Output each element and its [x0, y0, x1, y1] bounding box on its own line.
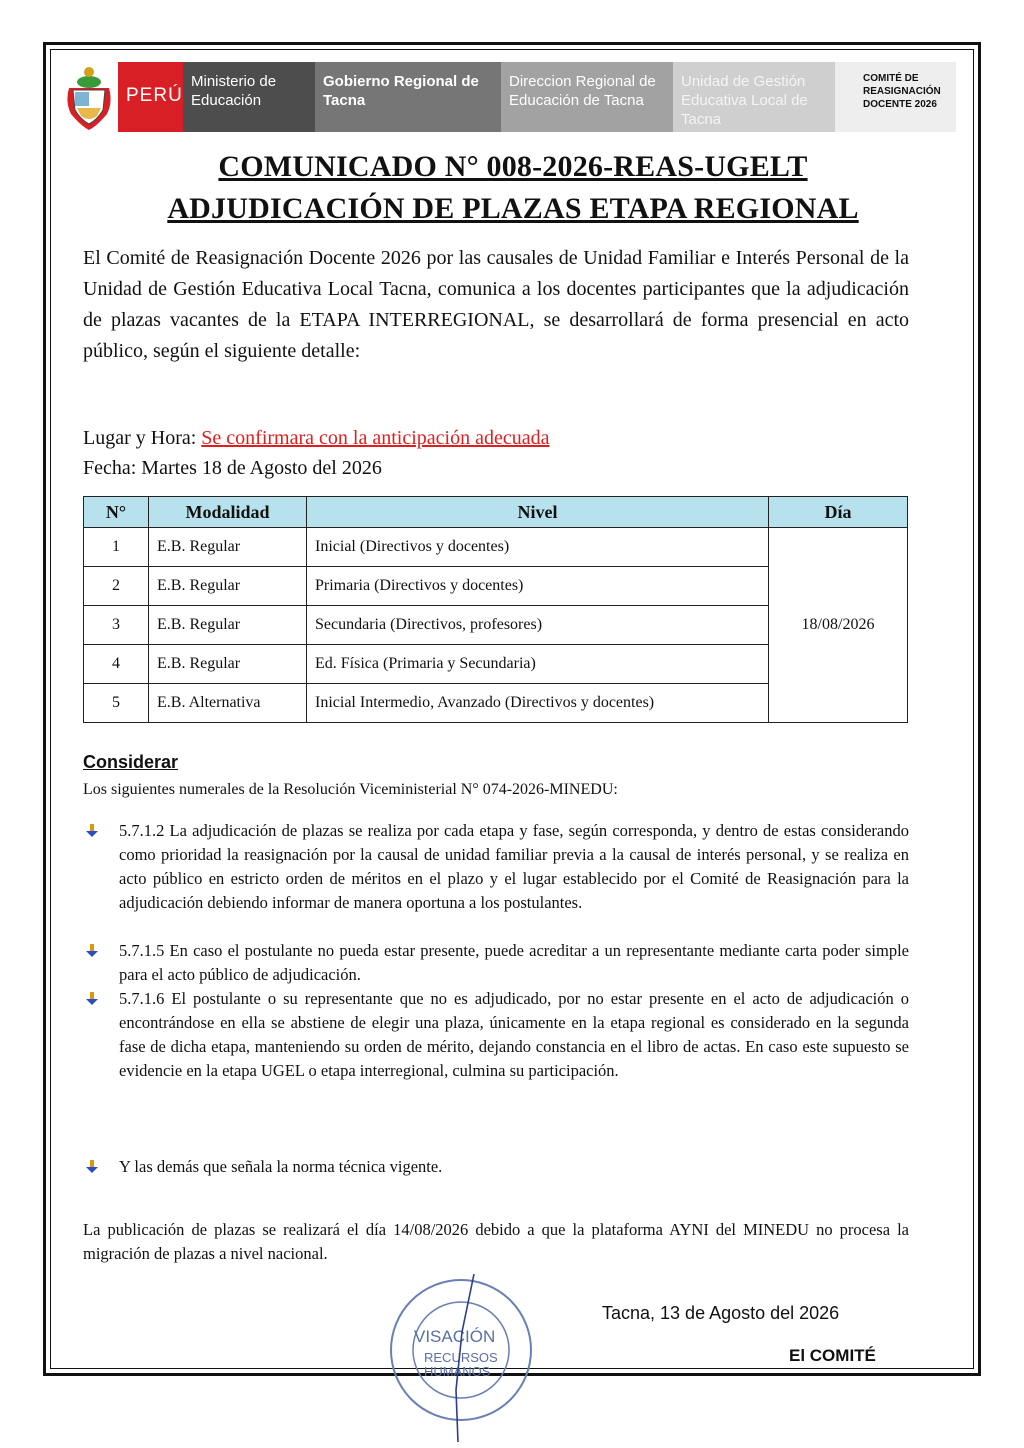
- cell-nivel: Inicial Intermedio, Avanzado (Directivos y docentes): [307, 684, 769, 723]
- cell-number: 2: [84, 567, 149, 606]
- stamp-center-1: VISACIÓN: [414, 1327, 496, 1346]
- cell-number: 3: [84, 606, 149, 645]
- bullet-item: 5.7.1.5 En caso el postulante no pueda estar presente, puede acreditar a un representante mediante carta poder simple para el acto público de adjudicación.: [119, 941, 909, 984]
- place-and-date: Tacna, 13 de Agosto del 2026: [602, 1303, 840, 1323]
- visacion-stamp-icon: [376, 1272, 556, 1448]
- place-line: [83, 425, 549, 451]
- header-regional-directorate: Direccion Regional de Educación de Tacna: [501, 62, 673, 132]
- header-regional-government: Gobierno Regional de Tacna: [315, 62, 501, 132]
- header-ministry: Ministerio de Educación: [183, 62, 315, 132]
- bullet-item: 5.7.1.2 La adjudicación de plazas se realiza por cada etapa y fase, según corresponda, y dentro de estas considerando como prioridad la reasignación por la causal de unidad familiar previa a la causal de interés personal, y se realiza en acto público en estricto orden de méritos en el plazo y el lugar establecido por el Comité de Reasignación para la adjudicación debiendo informar de manera oportuna a los postulantes.: [119, 821, 909, 912]
- arrow-down-bullet-icon: [85, 991, 99, 1007]
- header-committee: COMITÉ DE REASIGNACIÓN DOCENTE 2026: [835, 62, 956, 132]
- stamp-center-3: HUMANOS: [424, 1364, 491, 1379]
- publication-note: La publicación de plazas se realizará el día 14/08/2026 debido a que la plataforma AYNI del MINEDU no procesa la migración de plazas a nivel nacional.: [83, 1220, 909, 1263]
- col-header-modalidad: Modalidad: [149, 497, 307, 528]
- consider-heading: Considerar: [83, 752, 179, 772]
- cell-nivel: Inicial (Directivos y docentes): [307, 528, 769, 567]
- intro-paragraph: El Comité de Reasignación Docente 2026 por las causales de Unidad Familiar e Interés Personal de la Unidad de Gestión Educativa Local Tacna, comunica a los docentes participantes que la adjudicación de plazas vacantes de la ETAPA INTERREGIONAL, se desarrollará de forma presencial en acto público, según el siguiente detalle:: [83, 247, 909, 362]
- cell-nivel: Ed. Física (Primaria y Secundaria): [307, 645, 769, 684]
- bullet-item: 5.7.1.6 El postulante o su representante que no es adjudicado, por no estar presente en el acto de adjudicación o encontrándose en ella se abstiene de elegir una plaza, únicamente en la etapa regional es considerado en la segunda fase de dicha etapa, manteniendo su orden de mérito, dejando constancia en el libro de actas. En caso este supuesto se evidencie en la etapa UGEL o etapa interregional, culmina su participación.: [119, 989, 909, 1080]
- place-value-link[interactable]: Se confirmara con la anticipación adecuada: [201, 427, 550, 449]
- plazas-table: [83, 496, 908, 723]
- cell-dia: 18/08/2026: [769, 528, 908, 723]
- table-row: [84, 528, 908, 567]
- col-header-nivel: Nivel: [307, 497, 769, 528]
- cell-nivel: Secundaria (Directivos, profesores): [307, 606, 769, 645]
- col-header-dia: Día: [769, 497, 908, 528]
- institution-header: [60, 58, 966, 136]
- cell-modalidad: E.B. Alternativa: [149, 684, 307, 723]
- table-header-row: [84, 497, 908, 528]
- arrow-down-bullet-icon: [85, 823, 99, 839]
- date-line: Fecha: Martes 18 de Agosto del 2026: [83, 457, 382, 479]
- cell-modalidad: E.B. Regular: [149, 645, 307, 684]
- consider-intro: Los siguientes numerales de la Resolución Viceministerial N° 074-2026-MINEDU:: [83, 781, 618, 798]
- signature-committee: El COMITÉ: [789, 1346, 876, 1365]
- cell-number: 5: [84, 684, 149, 723]
- cell-nivel: Primaria (Directivos y docentes): [307, 567, 769, 606]
- cell-modalidad: E.B. Regular: [149, 606, 307, 645]
- arrow-down-bullet-icon: [85, 1159, 99, 1175]
- cell-modalidad: E.B. Regular: [149, 567, 307, 606]
- peru-coat-of-arms-icon: [60, 58, 118, 136]
- place-label: Lugar y Hora:: [83, 427, 197, 449]
- communique-title: COMUNICADO N° 008-2026-REAS-UGELT: [218, 150, 808, 183]
- arrow-down-bullet-icon: [85, 943, 99, 959]
- header-peru: PERÚ: [118, 62, 183, 132]
- cell-modalidad: E.B. Regular: [149, 528, 307, 567]
- bullet-item: Y las demás que señala la norma técnica vigente.: [119, 1157, 443, 1176]
- cell-number: 4: [84, 645, 149, 684]
- cell-number: 1: [84, 528, 149, 567]
- stamp-center-2: RECURSOS: [424, 1350, 498, 1365]
- col-header-number: N°: [84, 497, 149, 528]
- communique-subtitle: ADJUDICACIÓN DE PLAZAS ETAPA REGIONAL: [167, 192, 859, 225]
- header-ugel: Unidad de Gestión Educativa Local de Tacna: [673, 62, 835, 132]
